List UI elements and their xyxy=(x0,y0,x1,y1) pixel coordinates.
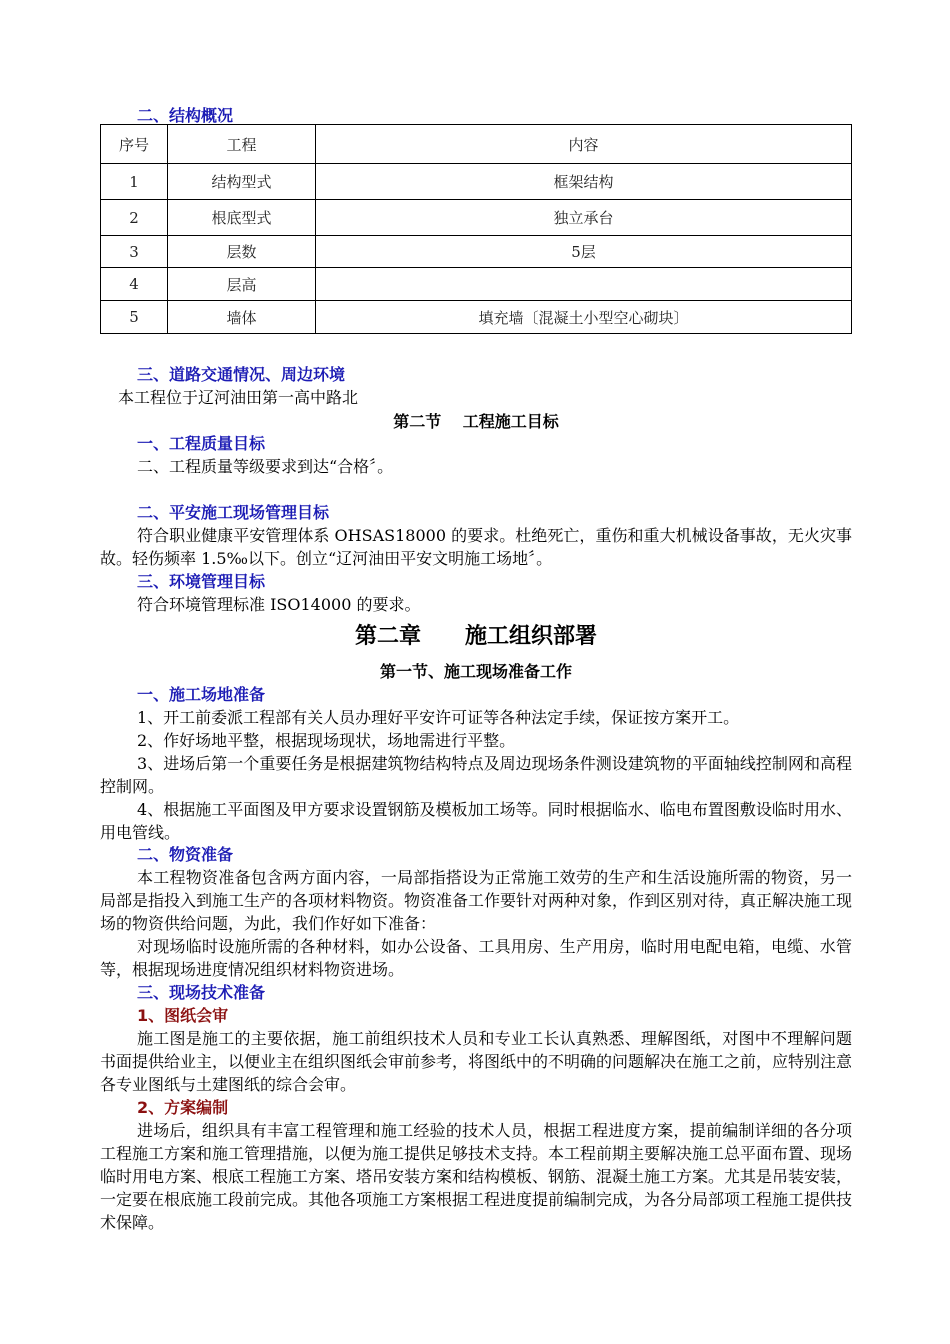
table-cell: 层高 xyxy=(168,268,316,301)
tech-heading: 三、现场技术准备 xyxy=(137,983,266,1002)
site-prep-item: 4、根据施工平面图及甲方要求设置钢筋及模板加工场等。同时根据临水、临电布置图敷设临时用水、用电管线。 xyxy=(100,800,852,842)
table-cell: 墙体 xyxy=(168,301,316,334)
table-cell: 5层 xyxy=(316,236,852,268)
table-row xyxy=(101,236,852,268)
site-prep-heading: 一、施工场地准备 xyxy=(137,685,266,704)
structure-heading: 二、结构概况 xyxy=(137,106,234,125)
table-row xyxy=(101,301,852,334)
table-cell: 5 xyxy=(101,301,168,334)
structure-table xyxy=(100,124,852,334)
materials-paragraph: 本工程物资准备包含两方面内容，一局部指搭设为正常施工效劳的生产和生活设施所需的物资，另一局部是指投入到施工生产的各项材料物资。物资准备工作要针对两种对象，作到区别对待，真正解决施工现场的物资供给问题，为此，我们作好如下准备： xyxy=(100,868,853,933)
table-cell: 框架结构 xyxy=(316,164,852,200)
safety-heading: 二、平安施工现场管理目标 xyxy=(137,503,330,522)
road-text: 本工程位于辽河油田第一高中路北 xyxy=(118,388,359,407)
table-row xyxy=(101,164,852,200)
table-header-row xyxy=(101,125,852,164)
quality-heading: 一、工程质量目标 xyxy=(137,434,266,453)
chapter-section-title: 第一节、施工现场准备工作 xyxy=(379,662,572,681)
site-prep-item: 1、开工前委派工程部有关人员办理好平安许可证等各种法定手续，保证按方案开工。 xyxy=(137,708,740,727)
materials-paragraph: 对现场临时设施所需的各种材料，如办公设备、工具用房、生产用房，临时用电配电箱，电缆、水管等，根据现场进度情况组织材料物资进场。 xyxy=(100,937,852,979)
env-heading: 三、环境管理目标 xyxy=(137,572,266,591)
table-cell: 4 xyxy=(101,268,168,301)
table-cell: 填充墙〔混凝土小型空心砌块〕 xyxy=(316,301,852,334)
road-heading: 三、道路交通情况、周边环境 xyxy=(137,365,346,384)
table-cell xyxy=(316,268,852,301)
tech-subheading: 1、图纸会审 xyxy=(137,1006,229,1025)
site-prep-item: 2、作好场地平整，根据现场现状，场地需进行平整。 xyxy=(137,731,516,750)
table-header-cell: 工程 xyxy=(168,125,316,164)
quality-text: 二、工程质量等级要求到达“合格〞。 xyxy=(137,457,394,476)
table-cell: 根底型式 xyxy=(168,200,316,236)
table-cell: 1 xyxy=(101,164,168,200)
tech-subheading: 2、方案编制 xyxy=(137,1098,229,1117)
section2-title: 第二节 工程施工目标 xyxy=(393,412,559,431)
table-cell: 2 xyxy=(101,200,168,236)
table-cell: 层数 xyxy=(168,236,316,268)
safety-text: 符合职业健康平安管理体系 OHSAS18000 的要求。杜绝死亡，重伤和重大机械设备事故，无火灾事故。轻伤频率 1.5‰以下。创立“辽河油田平安文明施工场地〞。 xyxy=(100,526,852,568)
materials-heading: 二、物资准备 xyxy=(137,845,234,864)
table-cell: 独立承台 xyxy=(316,200,852,236)
chapter-title: 第二章 施工组织部署 xyxy=(354,624,597,649)
tech-paragraph: 进场后，组织具有丰富工程管理和施工经验的技术人员，根据工程进度方案，提前编制详细的各分项工程施工方案和施工管理措施，以便为施工提供足够技术支持。本工程前期主要解决施工总平面布置、现场临时用电方案、根底工程施工方案、塔吊安装方案和结构模板、钢筋、混凝土施工方案。尤其是吊装安装，一定要在根底施工段前完成。其他各项施工方案根据工程进度提前编制完成，为各分局部项工程施工提供技术保障。 xyxy=(100,1121,853,1232)
table-header-cell: 序号 xyxy=(101,125,168,164)
table-row xyxy=(101,268,852,301)
env-text: 符合环境管理标准 ISO14000 的要求。 xyxy=(137,595,421,614)
table-row xyxy=(101,200,852,236)
table-cell: 结构型式 xyxy=(168,164,316,200)
table-cell: 3 xyxy=(101,236,168,268)
site-prep-item: 3、进场后第一个重要任务是根据建筑物结构特点及周边现场条件测设建筑物的平面轴线控制网和高程控制网。 xyxy=(100,754,852,796)
table-header-cell: 内容 xyxy=(316,125,852,164)
tech-paragraph: 施工图是施工的主要依据，施工前组织技术人员和专业工长认真熟悉、理解图纸，对图中不理解问题书面提供给业主，以便业主在组织图纸会审前参考，将图纸中的不明确的问题解决在施工之前，应特别注意各专业图纸与土建图纸的综合会审。 xyxy=(100,1029,853,1094)
